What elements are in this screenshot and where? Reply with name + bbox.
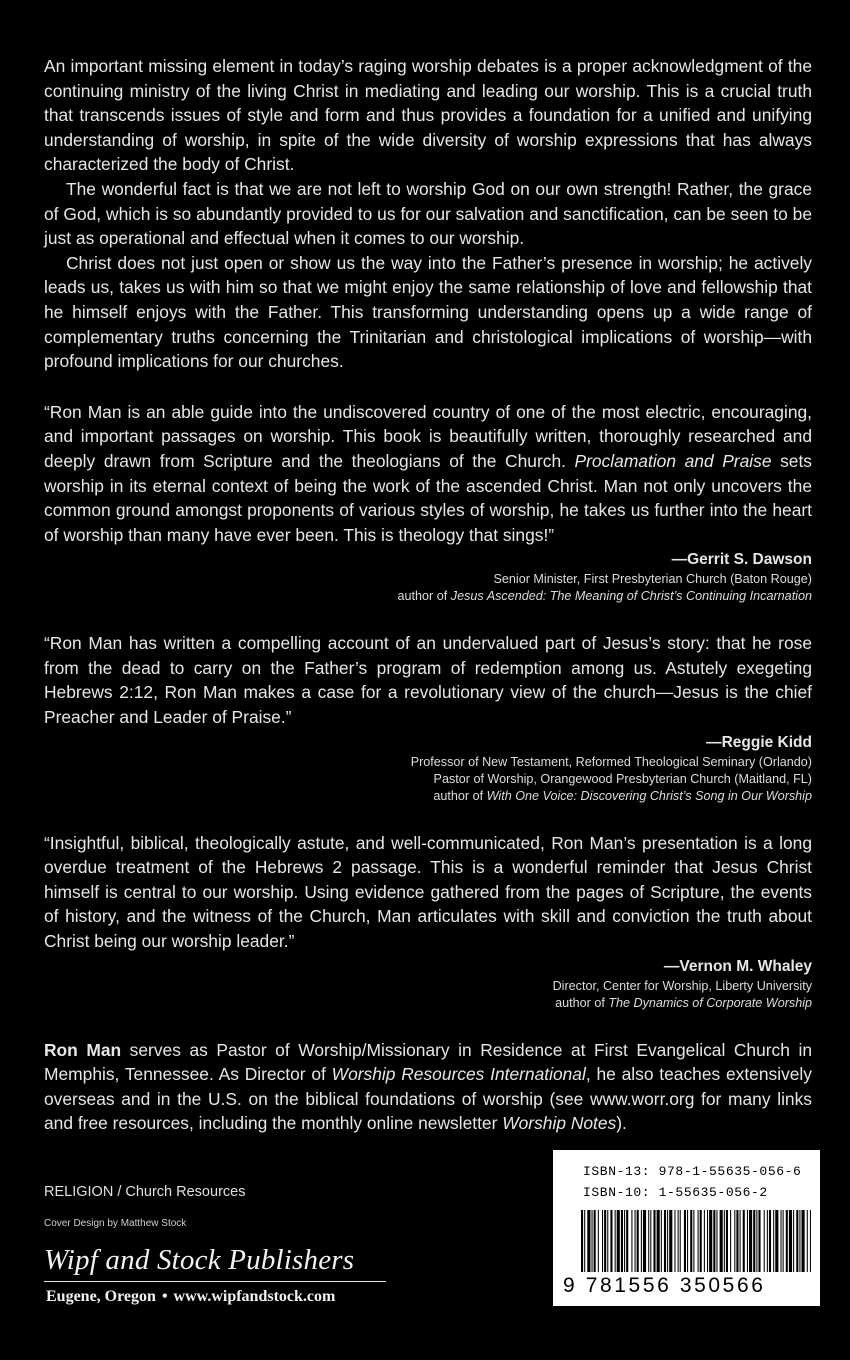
barcode-bar bbox=[657, 1210, 660, 1272]
barcode-bar bbox=[786, 1210, 788, 1272]
barcode-bar bbox=[631, 1210, 632, 1272]
endorser-book bbox=[44, 995, 812, 1012]
barcode-bar bbox=[807, 1210, 808, 1272]
barcode-bar bbox=[756, 1210, 757, 1272]
barcode-bar bbox=[704, 1210, 705, 1272]
barcode-bar bbox=[669, 1210, 672, 1272]
publisher-location-line bbox=[46, 1288, 335, 1306]
isbn-barcode bbox=[553, 1150, 820, 1306]
endorser-role: Professor of New Testament, Reformed Theological Seminary (Orlando) bbox=[410, 754, 812, 769]
cover-design-credit: Cover Design by Matthew Stock bbox=[44, 1218, 187, 1229]
barcode-bar bbox=[758, 1210, 760, 1272]
barcode-bar bbox=[799, 1210, 800, 1272]
endorser-book-title: Jesus Ascended: The Meaning of Christ’s Continuing Incarnation bbox=[450, 589, 812, 604]
blurb-paragraph: Christ does not just open or show us the way into the Father’s presence in worship; he actively leads us, takes us with him so that we might enjoy the same relationship of love and fellowship that he himself enjoys with the Father. This transforming understanding opens up a wide range of complementary truths concerning the Trinitarian and christological implications of worship—with profound implications for our churches. bbox=[44, 252, 812, 372]
subject-category: RELIGION / Church Resources bbox=[44, 1184, 246, 1200]
barcode-bar bbox=[773, 1210, 774, 1272]
barcode-bar bbox=[615, 1210, 616, 1272]
barcode-bar bbox=[584, 1210, 585, 1272]
barcode-bar bbox=[764, 1210, 765, 1272]
barcode-bar bbox=[648, 1210, 649, 1272]
barcode-bar bbox=[767, 1210, 768, 1272]
barcode-bar bbox=[626, 1210, 628, 1272]
isbn-10: ISBN-10: 1-55635-056-2 bbox=[583, 1185, 768, 1200]
author-bio-part: , he also teaches extensively overseas and in the U.S. on the biblical foundations of worship (see www.worr.org for many links and free resources, including the monthly online newsletter bbox=[44, 1064, 812, 1134]
barcode-bar bbox=[713, 1210, 715, 1272]
barcode-bar bbox=[667, 1210, 668, 1272]
barcode-bar bbox=[743, 1210, 745, 1272]
barcode-bar bbox=[687, 1210, 688, 1272]
organization-name: Worship Resources International bbox=[331, 1064, 586, 1085]
barcode-bar bbox=[810, 1210, 811, 1272]
barcode-bar bbox=[635, 1210, 636, 1272]
endorser-book-prefix: author of bbox=[555, 995, 609, 1010]
barcode-bar bbox=[690, 1210, 692, 1272]
endorser-name: —Reggie Kidd bbox=[706, 733, 812, 751]
barcode-bars bbox=[581, 1210, 813, 1276]
endorsement-attribution bbox=[44, 732, 812, 805]
barcode-bar bbox=[680, 1210, 681, 1272]
barcode-bar bbox=[637, 1210, 639, 1272]
barcode-bar bbox=[749, 1210, 752, 1272]
barcode-bar bbox=[734, 1210, 735, 1272]
endorsement-dawson bbox=[44, 400, 812, 606]
barcode-bar bbox=[610, 1210, 612, 1272]
endorser-book bbox=[44, 788, 812, 805]
barcode-bar bbox=[698, 1210, 699, 1272]
barcode-bar bbox=[684, 1210, 686, 1272]
author-bio bbox=[44, 1038, 812, 1136]
barcode-bar bbox=[594, 1210, 596, 1272]
barcode-bar bbox=[674, 1210, 675, 1272]
endorser-book-prefix: author of bbox=[397, 589, 451, 604]
barcode-bar bbox=[581, 1210, 583, 1272]
barcode-bar bbox=[793, 1210, 794, 1272]
barcode-bar bbox=[740, 1210, 741, 1272]
barcode-bar bbox=[789, 1210, 792, 1272]
blurb-paragraph: An important missing element in today’s raging worship debates is a proper acknowledgment of the continuing ministry of the living Christ in mediating and leading our worship. This is a crucial truth that transcends issues of style and form and thus provides a foundation for a unified and unifying understanding of worship, in spite of the wide diversity of worship expressions that has always characterized the body of Christ. bbox=[44, 56, 812, 175]
endorser-role: Director, Center for Worship, Liberty University bbox=[552, 978, 812, 993]
barcode-bar bbox=[730, 1210, 731, 1272]
endorsement-text-part: “Ron Man is an able guide into the undiscovered country of one of the most electric, encouraging, and important passages on worship. This book is beautifully written, thoroughly researched and deeply drawn from Scripture and the theologians of the Church. bbox=[44, 401, 812, 471]
endorsement-text: “Insightful, biblical, theologically astute, and well-communicated, Ron Man’s presentation is a long overdue treatment of the Hebrews 2 passage. This is a wonderful reminder that Jesus Christ himself is central to our worship. Using evidence gathered from the pages of Scripture, the events of history, and the witness of the Church, Man articulates with skill and conviction the truth about Christ being our worship leader.” bbox=[44, 832, 812, 952]
endorser-book bbox=[44, 588, 812, 605]
barcode-bar bbox=[775, 1210, 778, 1272]
barcode-bar bbox=[709, 1210, 712, 1272]
book-blurb bbox=[44, 54, 812, 374]
separator-dot: • bbox=[161, 1288, 168, 1305]
endorser-name: —Gerrit S. Dawson bbox=[671, 551, 812, 569]
isbn-13: ISBN-13: 978-1-55635-056-6 bbox=[583, 1164, 802, 1179]
endorsement-text: “Ron Man has written a compelling account of an undervalued part of Jesus’s story: that he rose from the dead to carry on the Father’s program of redemption among us. Astutely exegeting Hebrews 2:12, Ron Man makes a case for a revolutionary view of the church—Jesus is the chief Preacher and Leader of Praise.” bbox=[44, 633, 812, 728]
endorsement-text bbox=[44, 400, 812, 548]
barcode-bar bbox=[720, 1210, 723, 1272]
barcode-bar bbox=[724, 1210, 725, 1272]
endorser-name: —Vernon M. Whaley bbox=[663, 957, 812, 975]
barcode-bar bbox=[643, 1210, 646, 1272]
endorser-book-title: With One Voice: Discovering Christ’s Song in Our Worship bbox=[486, 788, 812, 803]
barcode-bar bbox=[617, 1210, 620, 1272]
endorser-book-title: The Dynamics of Corporate Worship bbox=[608, 995, 812, 1010]
barcode-bar bbox=[693, 1210, 694, 1272]
author-bio-text bbox=[44, 1038, 812, 1136]
endorsement-attribution bbox=[44, 956, 812, 1012]
barcode-bar bbox=[604, 1210, 606, 1272]
barcode-bar bbox=[736, 1210, 738, 1272]
author-name: Ron Man bbox=[44, 1039, 122, 1060]
barcode-bar bbox=[726, 1210, 728, 1272]
barcode-bar bbox=[624, 1210, 625, 1272]
endorsement-kidd bbox=[44, 631, 812, 804]
back-cover-text bbox=[44, 54, 812, 1136]
publisher-logo-text: Wipf and Stock Publishers bbox=[44, 1244, 355, 1276]
barcode-bar bbox=[587, 1210, 590, 1272]
barcode-bar bbox=[650, 1210, 651, 1272]
barcode-bar bbox=[621, 1210, 623, 1272]
endorsement-whaley bbox=[44, 831, 812, 1012]
endorser-book-prefix: author of bbox=[433, 788, 487, 803]
barcode-bar bbox=[802, 1210, 805, 1272]
barcode-bar bbox=[653, 1210, 655, 1272]
barcode-bar bbox=[769, 1210, 771, 1272]
barcode-bar bbox=[707, 1210, 708, 1272]
newsletter-name: Worship Notes bbox=[502, 1113, 617, 1134]
barcode-bar bbox=[700, 1210, 702, 1272]
ean-digits: 9 781556 350566 bbox=[563, 1274, 766, 1297]
barcode-bar bbox=[747, 1210, 748, 1272]
barcode-bar bbox=[598, 1210, 599, 1272]
endorsement-attribution bbox=[44, 549, 812, 605]
barcode-bar bbox=[716, 1210, 717, 1272]
publisher-city: Eugene, Oregon bbox=[46, 1288, 156, 1305]
barcode-bar bbox=[664, 1210, 666, 1272]
endorser-role: Senior Minister, First Presbyterian Church (Baton Rouge) bbox=[493, 572, 812, 587]
publisher-divider bbox=[44, 1281, 386, 1282]
barcode-bar bbox=[641, 1210, 642, 1272]
barcode-bar bbox=[783, 1210, 784, 1272]
barcode-bar bbox=[678, 1210, 679, 1272]
barcode-bar bbox=[781, 1210, 782, 1272]
barcode-bar bbox=[796, 1210, 798, 1272]
author-bio-part: serves as Pastor of Worship/Missionary in Residence at First Evangelical Church in Memphis, Tennessee. As Director of bbox=[44, 1039, 812, 1085]
barcode-bar bbox=[753, 1210, 755, 1272]
publisher-url: www.wipfandstock.com bbox=[173, 1288, 336, 1305]
endorsement-text-part: sets worship in its eternal context of being the work of the ascended Christ. Man not only uncovers the common ground amongst proponents of various styles of worship, he takes us further into the heart of worship than many have ever been. This is theology that sings!” bbox=[44, 450, 812, 545]
barcode-bar bbox=[592, 1210, 593, 1272]
blurb-paragraph: The wonderful fact is that we are not left to worship God on our own strength! Rather, the grace of God, which is so abundantly provided to us for our salvation and sanctification, can be seen to be just as operational and effectual when it comes to our worship. bbox=[44, 178, 812, 249]
barcode-bar bbox=[661, 1210, 662, 1272]
barcode-bar bbox=[607, 1210, 608, 1272]
book-title: Proclamation and Praise bbox=[574, 450, 772, 471]
barcode-bar bbox=[602, 1210, 603, 1272]
author-bio-part: ). bbox=[616, 1113, 627, 1134]
endorser-role: Pastor of Worship, Orangewood Presbyterian Church (Maitland, FL) bbox=[433, 771, 812, 786]
